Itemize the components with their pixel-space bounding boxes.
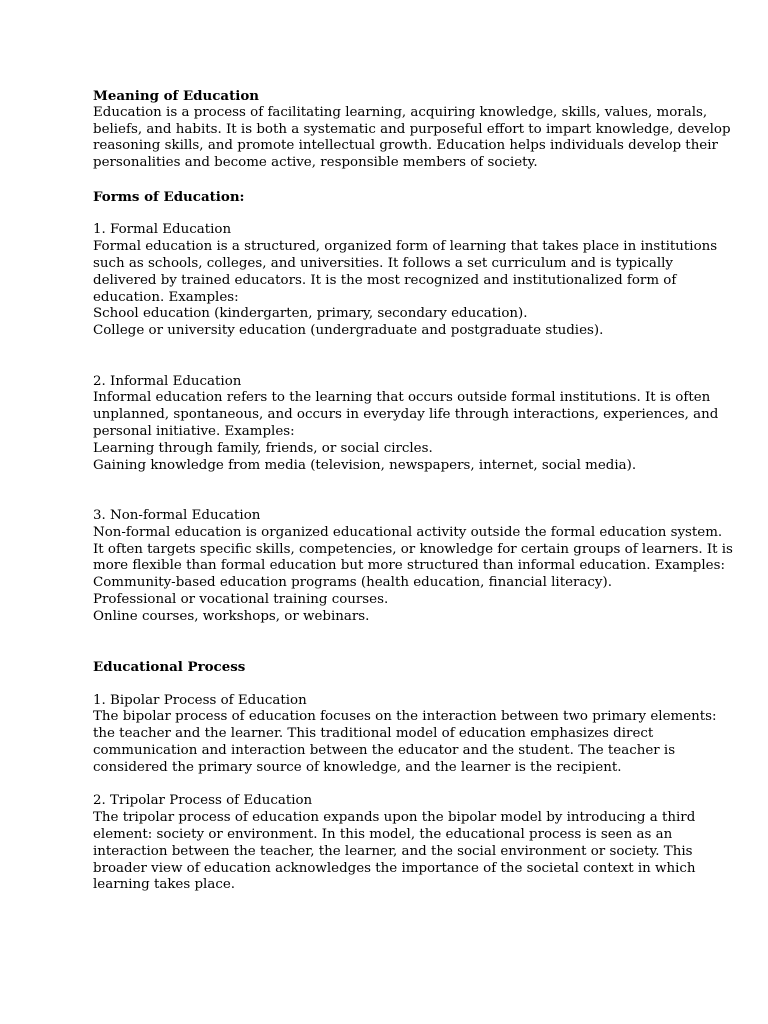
paragraph-line: element: society or environment. In this model, the educational process is seen as an xyxy=(93,827,673,843)
spacer xyxy=(93,474,683,508)
paragraph-line: Non-formal education is organized educational activity outside the formal education system. xyxy=(93,524,723,540)
paragraph-line: such as schools, colleges, and universities. It follows a set curriculum and is typically xyxy=(93,255,673,271)
subsection-informal-education xyxy=(93,373,719,475)
spacer xyxy=(93,676,683,693)
subsection-tripolar-process xyxy=(93,793,696,894)
subsection-formal-education xyxy=(93,222,718,340)
paragraph-line: considered the primary source of knowledge, and the learner is the recipient. xyxy=(93,759,622,775)
paragraph-line: The bipolar process of education focuses on the interaction between two primary elements: xyxy=(93,709,717,725)
spacer xyxy=(93,340,683,374)
paragraph-line: more flexible than formal education but more structured than informal education. Examples: xyxy=(93,558,725,574)
section-forms-of-education xyxy=(93,188,733,626)
paragraph-line: It often targets specific skills, competencies, or knowledge for certain groups of learners. It is xyxy=(93,541,733,557)
subsection-title: 1. Formal Education xyxy=(93,222,232,238)
spacer xyxy=(93,206,683,223)
paragraph-line: personalities and become active, responsible members of society. xyxy=(93,155,538,171)
example-line: Online courses, workshops, or webinars. xyxy=(93,608,370,624)
paragraph-line: the teacher and the learner. This traditional model of education emphasizes direct xyxy=(93,726,654,742)
paragraph-line: unplanned, spontaneous, and occurs in everyday life through interactions, experiences, and xyxy=(93,407,719,423)
subsection-title: 1. Bipolar Process of Education xyxy=(93,692,307,708)
subsection-title: 3. Non-formal Education xyxy=(93,507,261,523)
paragraph-line: personal initiative. Examples: xyxy=(93,423,295,439)
document-page xyxy=(93,88,733,894)
paragraph-line: education. Examples: xyxy=(93,289,239,305)
subsection-title: 2. Informal Education xyxy=(93,373,242,389)
section-educational-process xyxy=(93,659,717,894)
example-line: Professional or vocational training courses. xyxy=(93,591,389,607)
section-heading-process: Educational Process xyxy=(93,659,246,676)
paragraph-line: interaction between the teacher, the learner, and the social environment or society. This xyxy=(93,843,693,859)
subsection-non-formal-education xyxy=(93,507,733,626)
paragraph-line: broader view of education acknowledges the importance of the societal context in which xyxy=(93,860,696,876)
example-line: School education (kindergarten, primary, secondary education). xyxy=(93,306,528,322)
paragraph-line: Informal education refers to the learning that occurs outside formal institutions. It is often xyxy=(93,390,711,406)
section-heading-forms: Forms of Education: xyxy=(93,188,245,205)
paragraph-line: The tripolar process of education expands upon the bipolar model by introducing a third xyxy=(93,810,696,826)
example-line: Community-based education programs (health education, financial literacy). xyxy=(93,575,612,591)
paragraph-line: Formal education is a structured, organized form of learning that takes place in institutions xyxy=(93,239,718,255)
paragraph-line: Education is a process of facilitating learning, acquiring knowledge, skills, values, morals, xyxy=(93,104,708,120)
spacer xyxy=(93,626,683,660)
example-line: College or university education (undergraduate and postgraduate studies). xyxy=(93,323,604,339)
subsection-title: 2. Tripolar Process of Education xyxy=(93,793,313,809)
paragraph-line: learning takes place. xyxy=(93,877,236,893)
spacer xyxy=(93,172,683,189)
example-line: Learning through family, friends, or social circles. xyxy=(93,440,433,456)
section-heading-meaning: Meaning of Education xyxy=(93,88,260,104)
example-line: Gaining knowledge from media (television, newspapers, internet, social media). xyxy=(93,457,637,473)
spacer xyxy=(93,777,683,794)
section-meaning-of-education xyxy=(93,88,731,172)
paragraph-line: communication and interaction between the educator and the student. The teacher is xyxy=(93,743,676,759)
paragraph-line: beliefs, and habits. It is both a systematic and purposeful effort to impart knowledge, develop xyxy=(93,121,731,137)
subsection-bipolar-process xyxy=(93,692,717,777)
paragraph-line: delivered by trained educators. It is the most recognized and institutionalized form of xyxy=(93,272,677,288)
paragraph-line: reasoning skills, and promote intellectual growth. Education helps individuals develop their xyxy=(93,138,718,154)
